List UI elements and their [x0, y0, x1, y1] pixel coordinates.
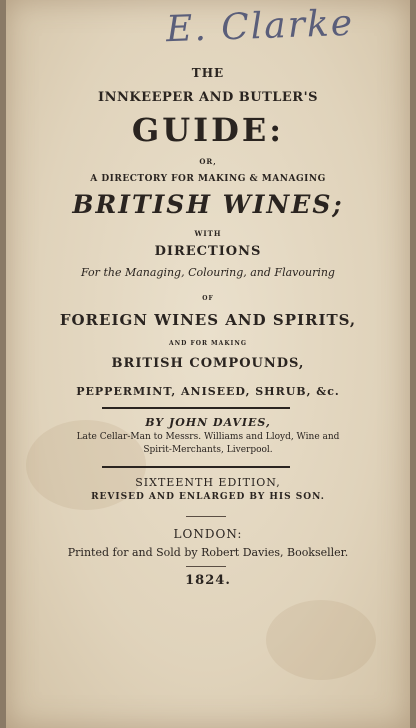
foxing-stain: [266, 600, 376, 680]
divider-rule: [102, 466, 290, 468]
title-managing: For the Managing, Colouring, and Flavouring: [81, 266, 335, 279]
title-directory: A DIRECTORY FOR MAKING & MANAGING: [90, 174, 326, 184]
title-directions: DIRECTIONS: [154, 244, 262, 259]
title-page: [6, 0, 410, 728]
title-line1: INNKEEPER AND BUTLER'S: [98, 90, 318, 105]
title-british-wines: BRITISH WINES;: [72, 190, 344, 219]
short-rule: [186, 566, 226, 567]
imprint-printer: Printed for and Sold by Robert Davies, Bookseller.: [67, 546, 349, 559]
title-or: OR,: [199, 157, 217, 166]
imprint-year: 1824.: [185, 573, 231, 588]
handwritten-signature: E. Clarke: [165, 2, 355, 51]
title-and-for-making: AND FOR MAKING: [169, 340, 247, 347]
short-rule: [186, 516, 226, 517]
author-by: BY JOHN DAVIES,: [145, 416, 271, 429]
edition-line1: SIXTEENTH EDITION,: [135, 476, 281, 489]
author-line2: Spirit-Merchants, Liverpool.: [143, 445, 273, 455]
title-guide: GUIDE:: [131, 111, 285, 149]
title-compounds: BRITISH COMPOUNDS,: [111, 356, 305, 371]
title-with: WITH: [194, 229, 222, 238]
title-of: OF: [202, 295, 214, 302]
title-foreign: FOREIGN WINES AND SPIRITS,: [59, 311, 357, 329]
title-peppermint: PEPPERMINT, ANISEED, SHRUB, &c.: [76, 385, 340, 398]
imprint-place: LONDON:: [173, 527, 243, 541]
author-line1: Late Cellar-Man to Messrs. Williams and Lloyd, Wine and: [76, 432, 340, 442]
divider-rule: [102, 407, 290, 409]
edition-line2: REVISED AND ENLARGED BY HIS SON.: [91, 492, 325, 502]
title-the: THE: [191, 66, 225, 80]
